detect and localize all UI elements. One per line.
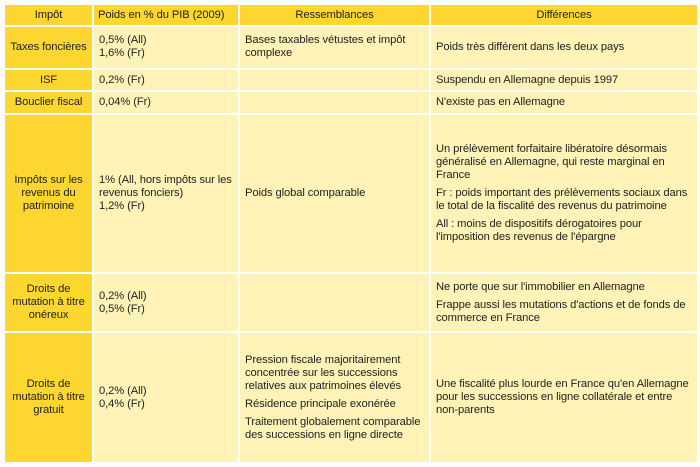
ressemblance-text: Poids global comparable <box>245 186 366 199</box>
header-impot: Impôt <box>4 4 93 26</box>
fiscal-comparison-table <box>3 3 699 464</box>
row-label-isf: ISF <box>4 69 93 91</box>
row-ressemblances-empty <box>239 91 430 113</box>
ressemblance-text: Résidence principale exonérée <box>245 397 396 410</box>
row-differences <box>430 114 698 273</box>
poids-value: 0,2% (All) <box>99 384 147 397</box>
header-differences: Différences <box>430 4 698 26</box>
table-row <box>4 114 698 273</box>
ressemblance-text: Pression fiscale majoritairement concentrée sur les successions relatives aux patrimoines élevés <box>245 353 401 392</box>
difference-text: Ne porte que sur l'immobilier en Allemagne <box>436 280 645 293</box>
poids-value: 0,4% (Fr) <box>99 397 145 410</box>
header-ressemblances: Ressemblances <box>239 4 430 26</box>
row-differences <box>430 91 698 113</box>
row-label-impots-revenus-patrimoine: Impôts sur les revenus du patrimoine <box>4 114 93 273</box>
difference-text: Fr : poids important des prélèvements sociaux dans le total de la fiscalité des revenus du patrimoine <box>436 186 688 212</box>
table-row <box>4 273 698 332</box>
difference-text: All : moins de dispositifs dérogatoires pour l'imposition des revenus de l'épargne <box>436 217 642 243</box>
difference-text: Un prélèvement forfaitaire libératoire désormais généralisé en Allemagne, qui reste marginal en France <box>436 142 667 181</box>
row-differences <box>430 69 698 91</box>
ressemblance-text: Bases taxables vétustes et impôt complexe <box>245 34 406 60</box>
difference-text: Une fiscalité plus lourde en France qu'en Allemagne pour les successions en ligne collatérale et entre non-parents <box>436 378 689 417</box>
poids-value: 0,5% (Fr) <box>99 302 145 315</box>
table-row <box>4 91 698 113</box>
poids-value: 1,6% (Fr) <box>99 47 145 60</box>
difference-text: N'existe pas en Allemagne <box>436 96 565 109</box>
poids-value: 1% (All, hors impôts sur les revenus fonciers) <box>99 173 232 199</box>
row-ressemblances <box>239 332 430 463</box>
poids-value: 0,2% (Fr) <box>99 73 145 86</box>
row-label-droits-mutation-gratuit: Droits de mutation à titre gratuit <box>4 332 93 463</box>
poids-value: 0,2% (All) <box>99 289 147 302</box>
poids-value: 1,2% (Fr) <box>99 199 145 212</box>
row-ressemblances <box>239 26 430 69</box>
row-differences <box>430 26 698 69</box>
row-poids <box>93 91 239 113</box>
difference-text: Poids très différent dans les deux pays <box>436 40 625 53</box>
row-poids <box>93 69 239 91</box>
row-poids <box>93 26 239 69</box>
difference-text: Suspendu en Allemagne depuis 1997 <box>436 73 619 86</box>
table-row <box>4 332 698 463</box>
poids-value: 0,5% (All) <box>99 34 147 47</box>
row-label-droits-mutation-onereux: Droits de mutation à titre onéreux <box>4 273 93 332</box>
row-differences <box>430 332 698 463</box>
table-row <box>4 26 698 69</box>
row-poids <box>93 332 239 463</box>
row-poids <box>93 273 239 332</box>
row-differences <box>430 273 698 332</box>
row-poids <box>93 114 239 273</box>
row-label-taxes-foncieres: Taxes foncières <box>4 26 93 69</box>
header-row <box>4 4 698 26</box>
difference-text: Frappe aussi les mutations d'actions et de fonds de commerce en France <box>436 298 686 324</box>
row-ressemblances <box>239 114 430 273</box>
row-ressemblances-empty <box>239 69 430 91</box>
poids-value: 0,04% (Fr) <box>99 96 151 109</box>
row-ressemblances-empty <box>239 273 430 332</box>
comparison-table-wrapper <box>3 3 697 464</box>
header-poids: Poids en % du PIB (2009) <box>93 4 239 26</box>
table-row <box>4 69 698 91</box>
ressemblance-text: Traitement globalement comparable des successions en ligne directe <box>245 415 421 441</box>
row-label-bouclier-fiscal: Bouclier fiscal <box>4 91 93 113</box>
